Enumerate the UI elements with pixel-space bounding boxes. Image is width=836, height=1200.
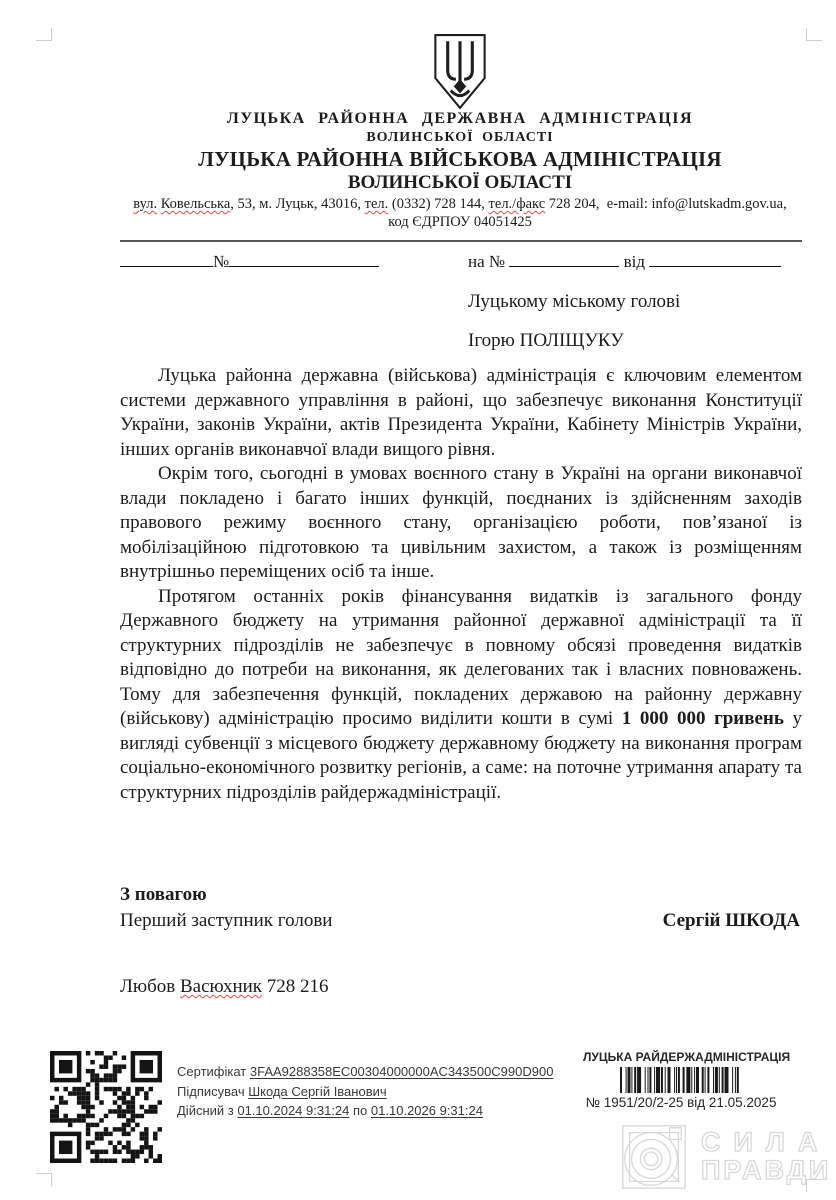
stamp-org-title: ЛУЦЬКА РАЙДЕРЖАДМІНІСТРАЦІЯ	[583, 1050, 791, 1064]
org-address-line	[108, 196, 812, 213]
paragraph-1: Луцька районна державна (військова) адміністрація є ключовим елементом системи державного управління в районі, що забезпечує виконання Конституції України, законів України, актів Президента України, Кабінету Міністрів України, інших органів виконавчої влади вищого рівня.	[120, 365, 802, 460]
coat-of-arms-icon	[429, 33, 491, 116]
address-street-name: Ковельська	[160, 196, 231, 212]
org-region-line1: ВОЛИНСЬКОЇ ОБЛАСТІ	[366, 130, 554, 145]
certificate-line	[177, 1062, 553, 1082]
contact-first-name: Любов	[120, 976, 180, 997]
crop-mark-top-left-icon	[36, 28, 52, 41]
header-divider	[120, 240, 802, 242]
contact-last-name: Васюхник	[179, 976, 263, 997]
signer-value: Шкода Сергій Іванович	[248, 1083, 387, 1099]
org-region-line2: ВОЛИНСЬКОЇ ОБЛАСТІ	[347, 172, 573, 193]
certificate-value: 3FAA9288358EC00304000000AC343500C990D900	[249, 1064, 554, 1079]
valid-from-label: Дійсний з	[177, 1103, 238, 1118]
contact-person-line	[120, 976, 329, 998]
address-tel-label: тел.	[364, 196, 389, 212]
incoming-number-blank-line	[509, 252, 619, 267]
paragraph-3	[120, 585, 802, 806]
recipient-name: Ігорю ПОЛІЩУКУ	[468, 330, 624, 351]
stamp-registration-number: № 1951/20/2-25 від 21.05.2025	[585, 1095, 777, 1110]
date-blank-line	[120, 252, 213, 267]
number-blank-line	[229, 252, 379, 267]
paragraph-3-start: Протягом останніх років фінансування видатків із загального фонду Державного бюджету на утримання районної державної адміністрації та її структурних підрозділів не забезпечує в повному обсязі проведення видатків відповідно до потреби на виконання, як делегованих так і власних повноважень. Тому для забезпечення функцій, покладених державою на районну державну (військову) адміністрацію просимо виділити кошти в сумі	[120, 585, 802, 729]
address-tel-value: (0332) 728 144,	[388, 196, 489, 212]
crop-mark-bottom-left-icon	[36, 1173, 52, 1186]
qr-code	[50, 1051, 162, 1168]
certificate-label: Сертифікат	[177, 1064, 250, 1079]
valid-to-value: 01.10.2026 9:31:24	[370, 1103, 483, 1118]
incoming-date-blank-line	[649, 252, 781, 267]
paragraph-3-end: у вигляді субвенції з місцевого бюджету державному бюджету на виконання програм соціально-економічного розвитку регіонів, а саме: на поточне утримання апарату та структурних підрозділів райдержадміністрації.	[120, 708, 802, 803]
valid-to-label: по	[349, 1103, 371, 1118]
signature-block	[120, 884, 800, 932]
salutation: З повагою	[120, 884, 207, 905]
barcode-icon	[620, 1067, 742, 1093]
watermark-text	[701, 1129, 831, 1185]
sila-pravdy-watermark	[615, 1118, 831, 1196]
number-sign-label: №	[213, 252, 230, 271]
recipient-title: Луцькому міському голові	[468, 291, 681, 312]
contact-phone: 728 216	[262, 976, 329, 997]
paragraph-2: Окрім того, сьогодні в умовах воєнного стану в Україні на органи виконавчої влади покладено і багато інших функцій, поєднаних із здійсненням заходів правового режиму воєнного стану, організацією роботи, пов’язаної із мобілізаційною підготовкою та цивільним захистом, а також із розміщенням внутрішньо переміщених осіб та інше.	[120, 463, 802, 582]
validity-line	[177, 1101, 553, 1121]
sila-pravdy-logo-icon	[615, 1118, 693, 1196]
signer-name: Сергій ШКОДА	[662, 910, 800, 931]
certificate-block	[177, 1062, 553, 1121]
org-name-line1: ЛУЦЬКА РАЙОННА ДЕРЖАВНА АДМІНІСТРАЦІЯ	[226, 110, 694, 127]
incoming-ref-line	[468, 252, 781, 272]
edrpou-code: код ЄДРПОУ 04051425	[388, 214, 532, 230]
org-name-line2: ЛУЦЬКА РАЙОННА ВІЙСЬКОВА АДМІНІСТРАЦІЯ	[198, 147, 722, 171]
recipient-block	[468, 292, 680, 350]
signer-position: Перший заступник голови	[120, 910, 333, 931]
signer-label: Підписувач	[177, 1083, 249, 1099]
registration-stamp	[583, 1050, 791, 1110]
address-fax-label: тел./факс	[488, 196, 546, 212]
outgoing-ref-line	[120, 252, 379, 272]
crop-mark-top-right-icon	[806, 28, 822, 41]
from-label: від	[623, 252, 646, 271]
signer-line	[177, 1082, 553, 1102]
on-number-label: на №	[468, 252, 506, 271]
address-street-label: вул.	[133, 196, 158, 212]
requested-amount: 1 000 000 гривень	[621, 708, 784, 729]
address-middle: , 53, м. Луцьк, 43016,	[230, 196, 365, 212]
valid-from-value: 01.10.2024 9:31:24	[237, 1103, 350, 1118]
watermark-line2: ПРАВДИ	[701, 1155, 832, 1185]
watermark-line1: СИЛА	[701, 1127, 831, 1157]
letter-body	[120, 364, 802, 805]
address-tail: 728 204, e-mail: info@lutskadm.gov.ua,	[545, 196, 787, 212]
